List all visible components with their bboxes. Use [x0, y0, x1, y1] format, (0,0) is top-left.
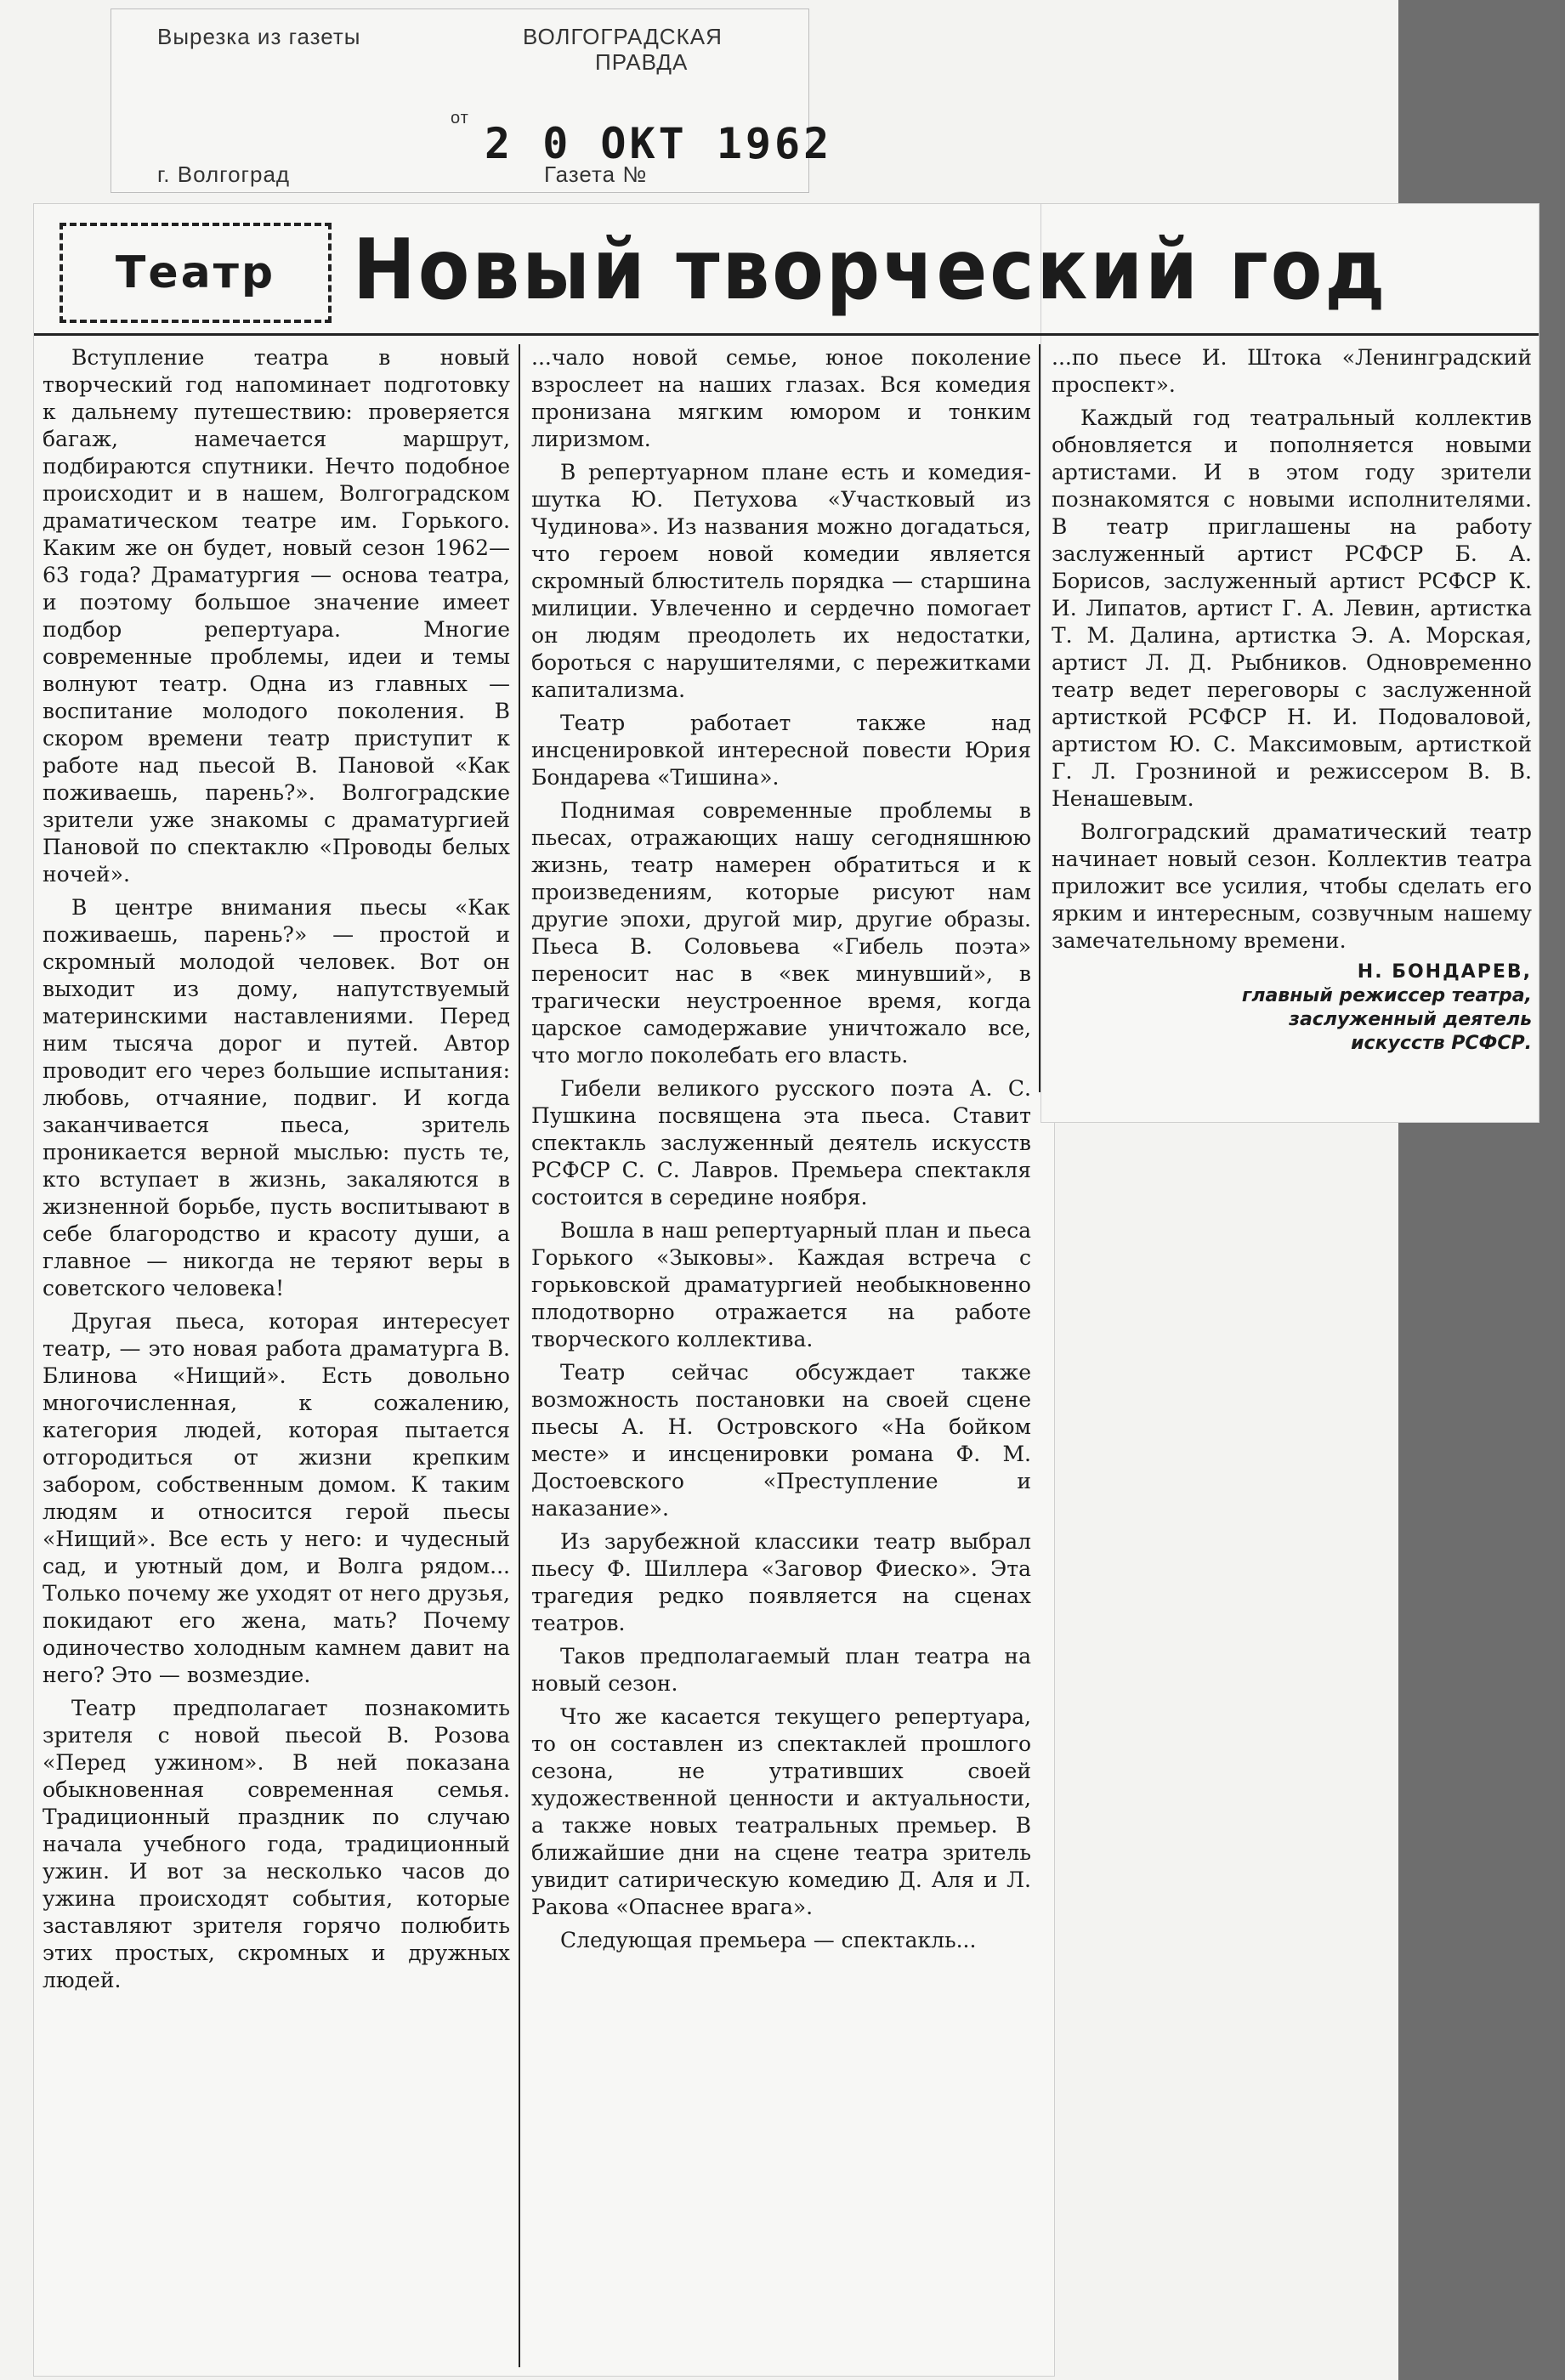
column-2-paragraph: Гибели великого русского поэта А. С. Пушкина посвящена эта пьеса. Ставит спектакль заслуженный деятель искусств РСФСР С. С. Лавров. Премьера спектакля состоится в середине ноября. [531, 1076, 1031, 1210]
rubric-box [60, 223, 332, 323]
column-2-paragraph: Следующая премьера — спектакль... [560, 1928, 977, 1952]
column-3-paragraph: Каждый год театральный коллектив обновляется и пополняется новыми артистами. И в этом году зрители познакомятся с новыми исполнителями. В театр приглашены на работу заслуженный артист РСФСР Б. А. Борисов, заслуженный артист РСФСР К. И. Липатов, артист Г. А. Левин, артистка Т. М. Далина, артистка Э. А. Морская, артист Л. Д. Рыбников. Одновременно театр ведет переговоры с заслуженной артисткой РСФСР Н. И. Подоваловой, артистом Ю. С. Максимовым, артисткой Г. Л. Грозниной и режиссером В. В. Ненашевым. [1052, 405, 1532, 811]
article-column-2 [531, 344, 1031, 1960]
column-rule-2 [1039, 344, 1040, 1092]
column-3-paragraph: Волгоградский драматический театр начинает новый сезон. Коллектив театра приложит все усилия, чтобы сделать его ярким и интересным, созвучным нашему замечательному времени. [1052, 819, 1532, 953]
column-2-paragraph: В репертуарном плане есть и комедия-шутка Ю. Петухова «Участковый из Чудинова». Из названия можно догадаться, что героем новой комедии является скромный блюститель порядка — старшина милиции. Увлеченно и сердечно помогает он людям преодолеть их недостатки, бороться с нарушителями, с пережитками капитализма. [531, 460, 1031, 702]
column-rule-1 [519, 344, 520, 2367]
newspaper-name-line1: ВОЛГОГРАДСКАЯ [523, 24, 723, 49]
column-2-paragraph: Театр работает также над инсценировкой интересной повести Юрия Бондарева «Тишина». [531, 711, 1031, 790]
author-title-line: главный режиссер театра, [1241, 985, 1532, 1006]
column-1-paragraph: Театр предполагает познакомить зрителя с новой пьесой В. Розова «Перед ужином». В ней показана обыкновенная современная семья. Традиционный праздник по случаю начала учебного года, традиционный ужин. И вот за несколько часов до ужина происходят события, которые заставляют зрителя горячо полюбить этих простых, скромных и дружных людей. [43, 1696, 510, 1992]
article-column-1 [43, 344, 510, 2000]
city-label: г. Волгоград [157, 162, 291, 187]
date-stamp: 2 0 ОКТ 1962 [485, 119, 833, 168]
headline-rule [34, 333, 1539, 336]
column-2-paragraph: Из зарубежной классики театр выбрал пьесу Ф. Шиллера «Заговор Фиеско». Эта трагедия редко появляется на сценах театров. [531, 1529, 1031, 1635]
column-2-paragraph: Что же касается текущего репертуара, то он составлен из спектаклей прошлого сезона, не утративших своей художественной ценности и актуальности, а также новых театральных премьер. В ближайшие дни на сцене театра зритель увидит сатирическую комедию Д. Аля и Л. Ракова «Опаснее врага». [531, 1704, 1031, 1919]
from-label: от [451, 109, 469, 128]
column-1-paragraph: Вступление театра в новый творческий год напоминает подготовку к дальнему путешествию: проверяется багаж, намечается маршрут, подбираются спутники. Нечто подобное происходит и в нашем, Волгоградском драматическом театре им. Горького. Каким же он будет, новый сезон 1962—63 года? Драматургия — основа театра, и поэтому большое значение имеет подбор репертуара. Многие современные проблемы, идеи и темы волнуют театр. Одна из главных — воспитание молодого поколения. В скором времени театр приступит к работе над пьесой В. Пановой «Как поживаешь, парень?». Волгоградские зрители уже знакомы с драматургией Пановой по спектаклю «Проводы белых ночей». [43, 345, 510, 887]
headline: Новый творческий год [353, 221, 1388, 319]
author-title-line: искусств РСФСР. [1351, 1033, 1532, 1054]
issue-label: Газета № [544, 162, 648, 187]
column-2-paragraph: Поднимая современные проблемы в пьесах, отражающих нашу сегодняшнюю жизнь, театр намерен обратиться и к произведениям, которые рисуют нам другие эпохи, другой мир, другие образы. Пьеса В. Соловьева «Гибель поэта» переносит нас в «век минувший», в трагически неустроенное время, когда царское самодержавие уничтожало все, что могло поколебать его власть. [531, 798, 1031, 1068]
column-2-paragraph: Театр сейчас обсуждает также возможность постановки на своей сцене пьесы А. Н. Островского «На бойком месте» и инсценировки романа Ф. М. Достоевского «Преступление и наказание». [531, 1360, 1031, 1521]
column-1-paragraph: В центре внимания пьесы «Как поживаешь, парень?» — простой и скромный молодой человек. Вот он выходит из дому, напутствуемый материнскими наставлениями. Перед ним тысяча дорог и путей. Автор проводит его через большие испытания: любовь, отчаяние, подвиг. И когда заканчивается пьеса, зритель проникается верной мыслью: пусть те, кто вступает в жизнь, закаляются в жизненной борьбе, пусть воспитывают в себе благородство и красоту души, а главное — никогда не теряют веры в советского человека! [43, 895, 510, 1300]
column-2-paragraph: Вошла в наш репертуарный план и пьеса Горького «Зыковы». Каждая встреча с горьковской драматургией необыкновенно плодотворно отражается на работе творческого коллектива. [531, 1218, 1031, 1352]
article-column-3 [1052, 344, 1532, 1056]
author-title-line: заслуженный деятель [1289, 1009, 1532, 1030]
author-signature [1052, 960, 1532, 1056]
column-1-paragraph: Другая пьеса, которая интересует театр, — это новая работа драматурга В. Блинова «Нищий». Есть довольно многочисленная, к сожалению, категория людей, которая пытается отгородиться от жизни крепким забором, собственным домом. К таким людям и относится герой пьесы «Нищий». Все есть у него: и чудесный сад, и уютный дом, и Волга рядом... Только почему же уходят от него друзья, покидают его жена, мать? Почему одиночество холодным камнем давит на него? Это — возмездие. [43, 1309, 510, 1687]
column-2-paragraph: ...чало новой семье, юное поколение взрослеет на наших глазах. Вся комедия пронизана мягким юмором и тонким лиризмом. [531, 345, 1031, 451]
column-2-paragraph: Таков предполагаемый план театра на новый сезон. [531, 1644, 1031, 1696]
rubric-label: Театр [115, 247, 276, 298]
column-3-paragraph: ...по пьесе И. Штока «Ленинградский проспект». [1052, 345, 1532, 397]
author-name: Н. БОНДАРЕВ, [1357, 961, 1532, 983]
newspaper-name-line2: ПРАВДА [595, 49, 689, 75]
clipping-label: Вырезка из газеты [157, 24, 361, 49]
